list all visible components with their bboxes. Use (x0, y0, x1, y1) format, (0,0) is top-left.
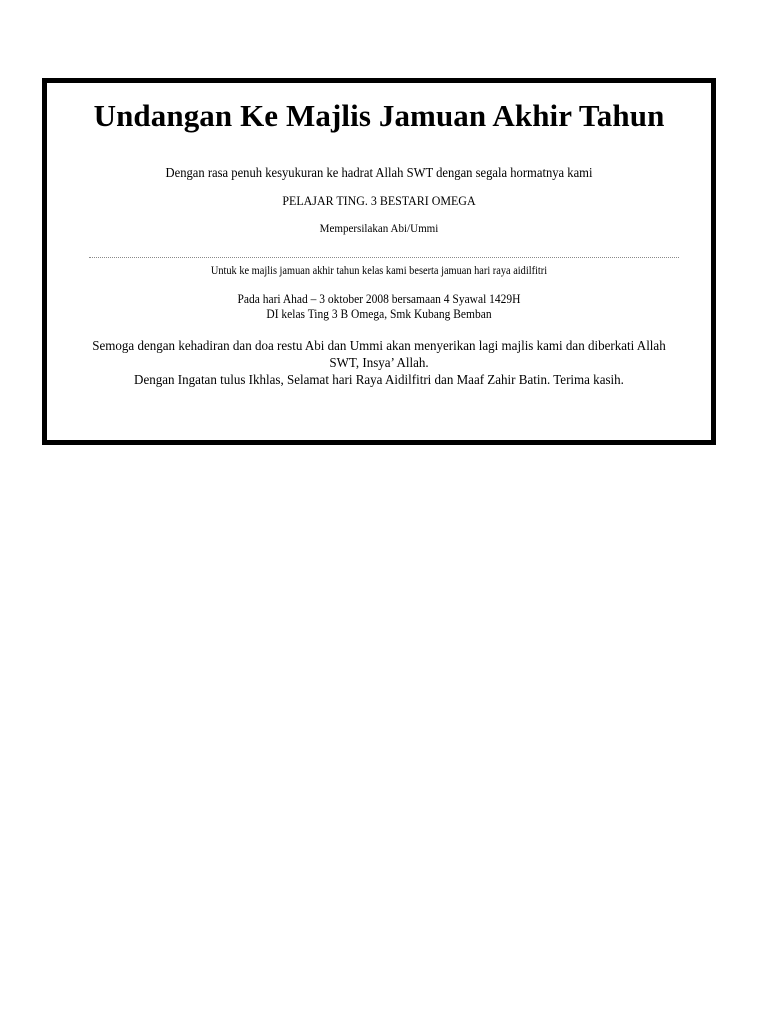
purpose-text: Untuk ke majlis jamuan akhir tahun kelas kami beserta jamuan hari raya aidilfitri (210, 265, 548, 277)
invitation-card (42, 78, 716, 445)
class-name-text: PELAJAR TING. 3 BESTARI OMEGA (282, 193, 476, 208)
event-details (74, 292, 685, 322)
dotted-divider (89, 257, 679, 258)
date-text: Pada hari Ahad – 3 oktober 2008 bersamaan 4 Syawal 1429H (237, 292, 521, 306)
intro-text: Dengan rasa penuh kesyukuran ke hadrat Allah SWT dengan segala hormatnya kami (165, 166, 593, 181)
venue-text: DI kelas Ting 3 B Omega, Smk Kubang Bemban (266, 307, 492, 321)
invitation-title: Undangan Ke Majlis Jamuan Akhir Tahun (93, 98, 665, 133)
invitee-text: Mempersilakan Abi/Ummi (319, 221, 439, 235)
closing-line-2: Dengan Ingatan tulus Ikhlas, Selamat hari Raya Aidilfitri dan Maaf Zahir Batin. Terima kasih. (134, 373, 624, 388)
closing-text (87, 338, 671, 389)
closing-line-1: Semoga dengan kehadiran dan doa restu Abi dan Ummi akan menyerikan lagi majlis kami dan diberkati Allah SWT, Insya’ Allah. (92, 339, 666, 371)
